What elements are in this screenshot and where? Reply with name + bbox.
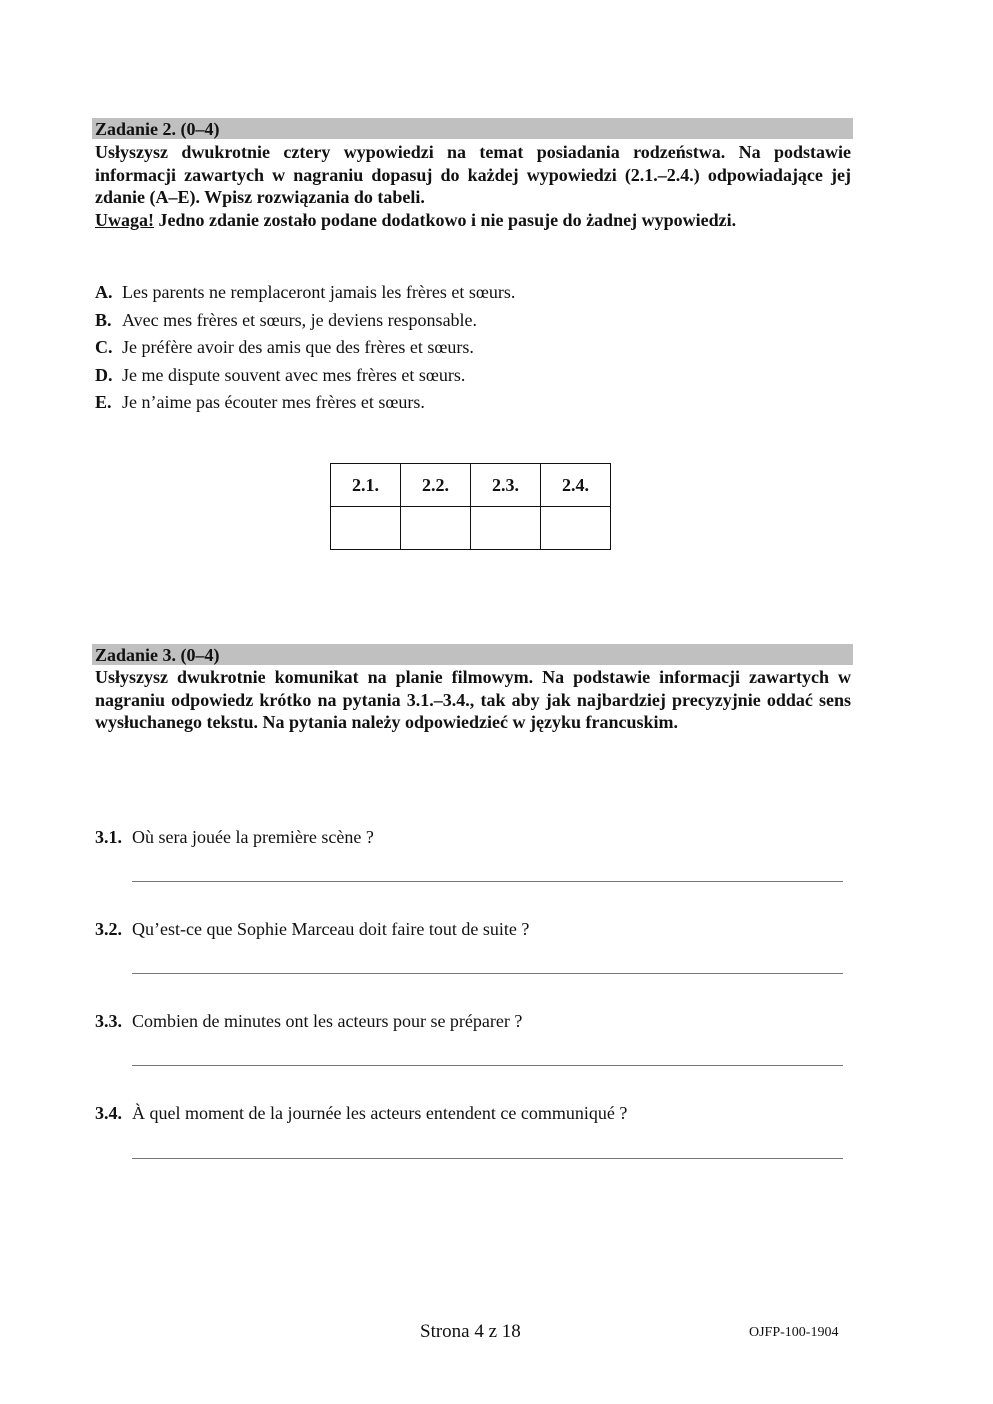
option-text: Je me dispute souvent avec mes frères et sœurs. (122, 364, 466, 385)
task2-instructions (95, 141, 851, 231)
answer-line-3-1[interactable] (132, 881, 843, 882)
answer-cell-2-1[interactable] (331, 507, 401, 550)
task2-options-list (95, 279, 515, 417)
task2-note-text: Jedno zdanie zostało podane dodatkowo i nie pasuje do żadnej wypowiedzi. (154, 209, 737, 230)
question-text: Qu’est-ce que Sophie Marceau doit faire tout de suite ? (132, 919, 530, 939)
exam-code: OJFP-100-1904 (749, 1325, 839, 1340)
answer-table-header: 2.2. (401, 464, 471, 507)
task2-header: Zadanie 2. (0–4) (92, 118, 853, 139)
page-number: Strona 4 z 18 (420, 1321, 521, 1342)
option-letter: E. (95, 392, 112, 412)
option-letter: B. (95, 309, 112, 330)
answer-table-input-row (331, 507, 611, 550)
question-text: Où sera jouée la première scène ? (132, 827, 374, 847)
answer-cell-2-2[interactable] (401, 507, 471, 550)
option-b (95, 307, 515, 335)
answer-table-header: 2.3. (471, 464, 541, 507)
option-letter: A. (95, 282, 113, 302)
task2-answer-table (330, 463, 611, 550)
question-number: 3.1. (95, 827, 122, 847)
answer-table-header-row (331, 464, 611, 507)
answer-cell-2-4[interactable] (541, 507, 611, 550)
task2-instruction-text: Usłyszysz dwukrotnie cztery wypowiedzi na temat posiadania rodzeństwa. Na podstawie informacji zawartych w nagraniu dopasuj do każdej wypowiedzi (2.1.–2.4.) odpowiadające jej zdanie (A–E). Wpisz rozwiązania do tabeli. (95, 142, 851, 207)
answer-line-3-3[interactable] (132, 1065, 843, 1066)
option-e (95, 389, 515, 417)
option-text: Je préfère avoir des amis que des frères et sœurs. (122, 337, 474, 357)
question-text: À quel moment de la journée les acteurs entendent ce communiqué ? (132, 1103, 628, 1123)
option-letter: D. (95, 364, 113, 385)
task3-header: Zadanie 3. (0–4) (92, 644, 853, 665)
option-letter: C. (95, 337, 113, 357)
question-number: 3.3. (95, 1011, 122, 1031)
option-text: Les parents ne remplaceront jamais les frères et sœurs. (122, 282, 516, 302)
option-text: Je n’aime pas écouter mes frères et sœurs. (122, 392, 425, 412)
option-d (95, 362, 515, 390)
question-number: 3.4. (95, 1103, 122, 1123)
question-3-4 (95, 1103, 627, 1124)
task3-instructions: Usłyszysz dwukrotnie komunikat na planie filmowym. Na podstawie informacji zawartych w nagraniu odpowiedz krótko na pytania 3.1.–3.4., tak aby jak najbardziej precyzyjnie oddać sens wysłuchanego tekstu. Na pytania należy odpowiedzieć w języku francuskim. (95, 667, 851, 732)
answer-line-3-2[interactable] (132, 973, 843, 974)
question-3-2 (95, 919, 529, 940)
answer-cell-2-3[interactable] (471, 507, 541, 550)
answer-table-header: 2.1. (331, 464, 401, 507)
answer-line-3-4[interactable] (132, 1158, 843, 1159)
task2-note-label: Uwaga! (95, 209, 154, 230)
question-3-3 (95, 1011, 522, 1032)
question-text: Combien de minutes ont les acteurs pour se préparer ? (132, 1011, 523, 1031)
option-c (95, 334, 515, 362)
question-3-1 (95, 827, 374, 848)
answer-table-header: 2.4. (541, 464, 611, 507)
question-number: 3.2. (95, 919, 122, 939)
option-a (95, 279, 515, 307)
option-text: Avec mes frères et sœurs, je deviens responsable. (122, 309, 478, 330)
